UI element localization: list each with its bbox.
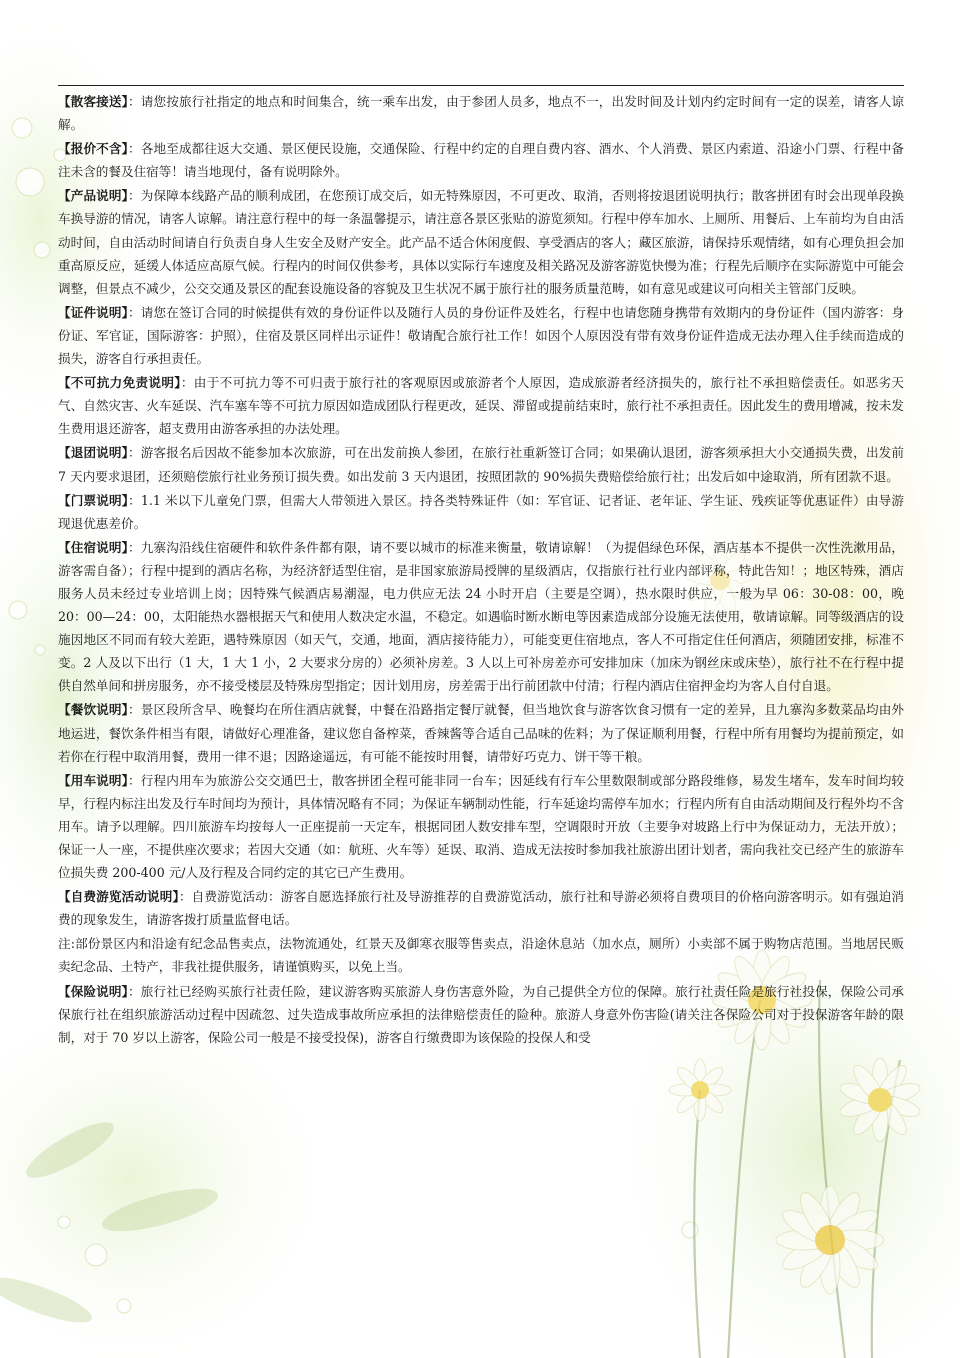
- header-rule: [58, 85, 904, 86]
- section-label: 【散客接送】: [58, 94, 129, 109]
- section-paragraph: [58, 769, 904, 884]
- section-text: ：1.1 米以下儿童免门票，但需大人带领进入景区。持各类特殊证件（如：军官证、记者证、老年证、学生证、残疾证等优惠证件）由导游现退优惠差价。: [58, 492, 904, 531]
- section-text: ：景区段所含早、晚餐均在所住酒店就餐，中餐在沿路指定餐厅就餐，但当地饮食与游客饮食习惯有一定的差异，且九寨沟多数菜品均由外地运进，餐饮条件相当有限，请做好心理准备，建议您自备榨菜，香辣酱等合适自己品味的佐料；为了保证顺利用餐，行程中所有用餐均为提前预定，如若你在行程中取消用餐，费用一律不退；因路途遥远，有可能不能按时用餐，请带好巧克力、饼干等干粮。: [58, 702, 905, 764]
- section-text: 注:部份景区内和沿途有纪念品售卖点，法物流通处，红景天及御寒衣服等售卖点，沿途休息站（加水点，厕所）小卖部不属于购物店范围。当地居民贩卖纪念品、土特产，非我社提供服务，请谨慎购买，以免上当。: [58, 936, 904, 975]
- section-text: ：自费游览活动：游客自愿选择旅行社及导游推荐的自费游览活动，旅行社和导游必须将自费项目的价格向游客明示。如有强迫消费的现象发生，请游客拨打质量监督电话。: [58, 889, 905, 928]
- section-label: 【退团说明】: [58, 445, 129, 461]
- section-label: 【保险说明】: [58, 983, 129, 999]
- section-paragraph: [58, 980, 904, 1049]
- section-paragraph: [58, 184, 904, 299]
- section-text: ：九寨沟沿线住宿硬件和软件条件都有限，请不要以城市的标准来衡量，敬请谅解！（为提倡绿色环保，酒店基本不提供一次性洗漱用品，游客需自备）；行程中提到的酒店名称，为经济舒适型住宿，是非国家旅游局授牌的星级酒店，仅指旅行社行业内部评称，特此告知！；地区特殊，酒店服务人员未经过专业培训上岗；因特殊气候酒店易潮湿，电力供应无法 24 小时开启（主要是空调），热水限时供应，一般为早 06：30-08：00，晚 20：00—24：00，太阳能热水器根据天气和使用人数决定水温，不稳定。如遇临时断水断电等因素造成部分设施无法使用，敬请谅解。同等级酒店的设施因地区不同而有较大差距，遇特殊原因（如天气，交通，地面，酒店接待能力），可能变更住宿地点，客人不可指定住任何酒店，须随团安排，标准不变。2 人及以下出行（1 大，1 大 1 小，2 大要求分房的）必须补房差。3 人以上可补房差亦可安排加床（加床为钢丝床或床垫），旅行社不在行程中提供自然单间和拼房服务，亦不接受楼层及特殊房型指定；因计划用房，房差需于出行前团款中付清；行程内酒店住宿押金均为客人自付自退。: [58, 539, 905, 694]
- section-paragraph: [58, 932, 904, 978]
- section-label: 【餐饮说明】: [58, 702, 129, 718]
- section-text: ：行程内用车为旅游公交交通巴士，散客拼团全程可能非同一台车；因延线有行车公里数限制或部分路段维修，易发生堵车，发车时间均较早，行程内标注出发及行车时间均为预计，具体情况略有不同；为保证车辆制动性能，行车延途均需停车加水；行程内所有自由活动期间及行程外均不含用车。请予以理解。四川旅游车均按每人一正座提前一天定车，根据同团人数安排车型，空调限时开放（主要争对坡路上行中为保证动力，无法开放）；保证一人一座，不提供座次要求；若因大交通（如：航班、火车等）延误、取消、造成无法按时参加我社旅游出团计划者，需向我社交已经产生的旅游车位损失费 200-400 元/人及行程及合同约定的其它已产生费用。: [58, 772, 905, 881]
- section-paragraph: [58, 885, 904, 931]
- section-text: ：旅行社已经购买旅行社责任险，建议游客购买旅游人身伤害意外险，为自己提供全方位的保障。旅行社责任险是旅行社投保，保险公司承保旅行社在组织旅游活动过程中因疏忽、过失造成事故所应承担的法律赔偿责任的险种。旅游人身意外伤害险(请关注各保险公司对于投保游客年龄的限制，对于 70 岁以上游客，保险公司一般是不接受投保)，游客自行缴费即为该保险的投保人和受: [58, 983, 905, 1045]
- section-paragraph: [58, 137, 904, 183]
- section-paragraph: [58, 371, 904, 440]
- section-paragraph: [58, 698, 904, 767]
- section-text: ：为保障本线路产品的顺利成团，在您预订成交后，如无特殊原因，不可更改、取消，否则将按退团说明执行；散客拼团有时会出现单段换车换导游的情况，请客人谅解。请注意行程中的每一条温馨提示，请注意各景区张贴的游览须知。行程中停车加水、上厕所、用餐后、上车前均为自由活动时间，自由活动时间请自行负责自身人生安全及财产安全。此产品不适合休闲度假、享受酒店的客人；藏区旅游，请保持乐观情绪，如有心理负担会加重高原反应，延缓人体适应高原气候。行程内的时间仅供参考，具体以实际行车速度及相关路况及游客游览快慢为准；行程先后顺序在实际游览中可能会调整，但景点不减少，公交交通及景区的配套设施设备的容貌及卫生状况不属于旅行社的服务质量范畴，如有意见或建议可向相关主管部门反映。: [58, 188, 905, 296]
- section-text: ：请您按旅行社指定的地点和时间集合，统一乘车出发，由于参团人员多，地点不一，出发时间及计划内约定时间有一定的误差，请客人谅解。: [58, 94, 905, 133]
- section-label: 【不可抗力免责说明】: [58, 375, 181, 391]
- section-label: 【产品说明】: [58, 188, 129, 204]
- section-text: ：游客报名后因故不能参加本次旅游，可在出发前换人参团，在旅行社重新签订合同；如果确认退团，游客须承担大小交通损失费，出发前 7 天内要求退团，还须赔偿旅行社业务预订损失费。如出发前 3 天内退团，按照团款的 90%损失费赔偿给旅行社；出发后如中途取消，所有团款不退。: [58, 445, 905, 484]
- section-label: 【自费游览活动说明】: [58, 889, 179, 905]
- section-paragraph: [58, 90, 904, 136]
- section-label: 【门票说明】: [58, 492, 129, 508]
- section-paragraph: [58, 489, 904, 535]
- section-label: 【证件说明】: [58, 304, 129, 320]
- section-text: ：请您在签订合同的时候提供有效的身份证件以及随行人员的身份证件及姓名，行程中也请您随身携带有效期内的身份证件（国内游客：身份证、军官证，国际游客：护照），住宿及景区同样出示证件！敬请配合旅行社工作！如因个人原因没有带有效身份证件造成无法办理入住手续而造成的损失，游客自行承担责任。: [58, 304, 905, 367]
- section-paragraph: [58, 536, 904, 698]
- section-text: ：各地至成都往返大交通、景区便民设施，交通保险、行程中约定的自理自费内容、酒水、个人消费、景区内索道、沿途小门票、行程中备注未含的餐及住宿等！请当地现付，备有说明除外。: [58, 141, 905, 180]
- section-label: 【报价不含】: [58, 141, 129, 157]
- notes-body: [58, 90, 904, 1050]
- section-paragraph: [58, 301, 904, 370]
- section-text: ：由于不可抗力等不可归责于旅行社的客观原因或旅游者个人原因，造成旅游者经济损失的，旅行社不承担赔偿责任。如恶劣天气、自然灾害、火车延误、汽车塞车等不可抗力原因如造成团队行程更改，延误、滞留或提前结束时，旅行社不承担责任。因此发生的费用增减，按未发生费用退还游客，超支费用由游客承担的办法处理。: [58, 375, 905, 437]
- section-paragraph: [58, 441, 904, 487]
- section-label: 【住宿说明】: [58, 539, 129, 555]
- section-label: 【用车说明】: [58, 772, 129, 788]
